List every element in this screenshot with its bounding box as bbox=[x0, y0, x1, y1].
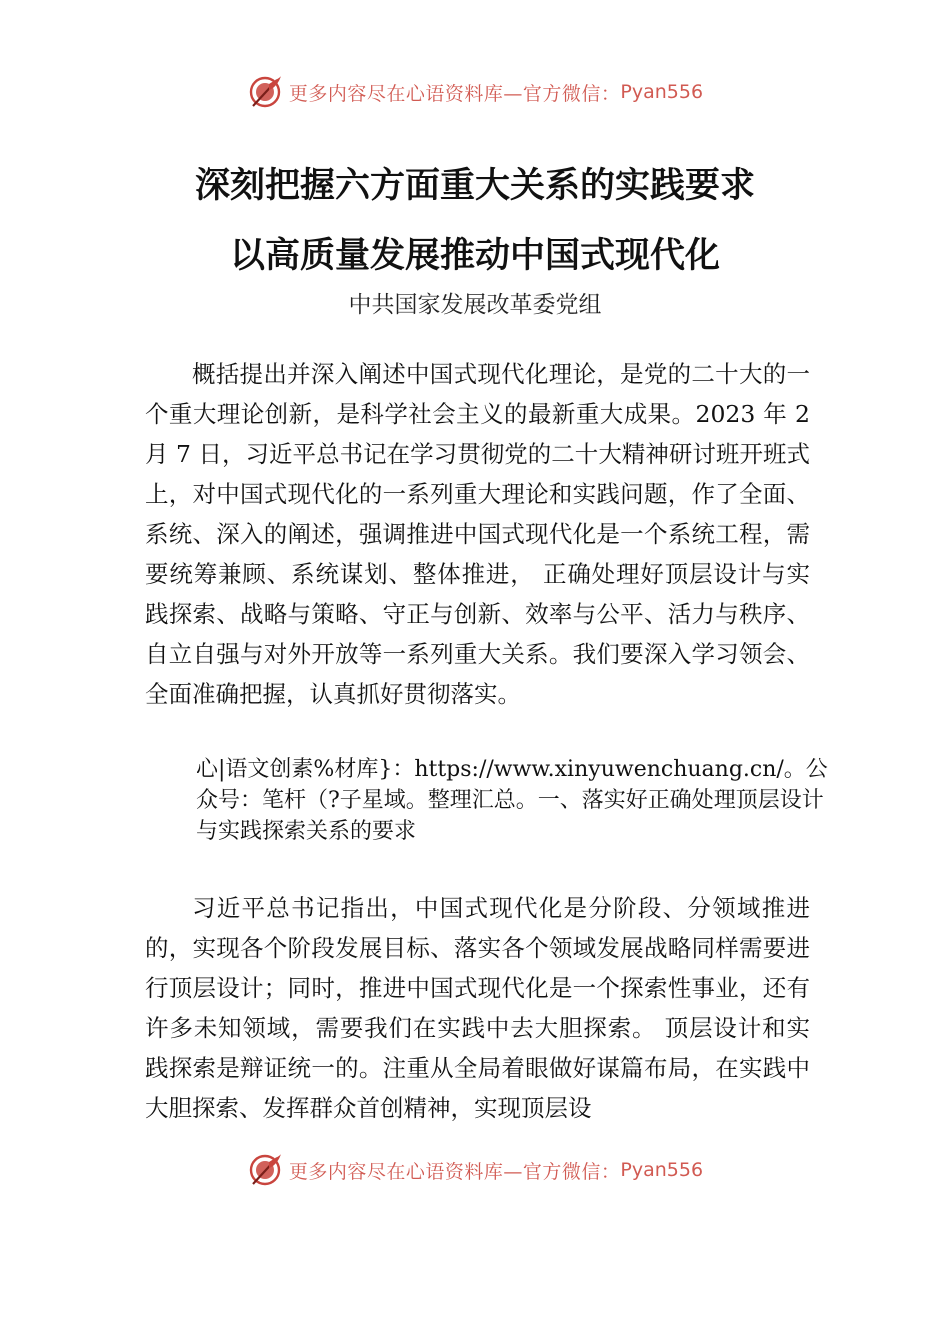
feather-pen-seal-icon bbox=[247, 74, 283, 110]
paragraph-2: 习近平总书记指出，中国式现代化是分阶段、分领域推进的，实现各个阶段发展目标、落实各个领域发展战略同样需要进行顶层设计；同时，推进中国式现代化是一个探索性事业，还有许多未知领域，需要我们在实践中去大胆探索。 顶层设计和实践探索是辩证统一的。注重从全局着眼做好谋篇布局，在实践中大胆探索、发挥群众首创精神，实现顶层设 bbox=[145, 894, 810, 1122]
paragraph-1: 概括提出并深入阐述中国式现代化理论，是党的二十大的一个重大理论创新，是科学社会主义的最新重大成果。2023 年 2 月 7 日，习近平总书记在学习贯彻党的二十大精神研讨班开班式上，对中国式现代化的一系列重大理论和实践问题，作了全面、系统、深入的阐述，强调推进中国式现代化是一个系统工程，需要统筹兼顾、系统谋划、整体推进， 正确处理好顶层设计与实践探索、战略与策略、守正与创新、效率与公平、活力与秩序、自立自强与对外开放等一系列重大关系。我们要深入学习领会、全面准确把握，认真抓好贯彻落实。 bbox=[145, 360, 810, 708]
body-section-2 bbox=[145, 888, 810, 1128]
feather-pen-seal-icon bbox=[247, 1152, 283, 1188]
banner-text: 更多内容尽在心语资料库—官方微信： bbox=[288, 1160, 621, 1183]
document-title-line-1: 深刻把握六方面重大关系的实践要求 bbox=[194, 165, 755, 206]
header-banner bbox=[0, 72, 950, 112]
banner-text: 更多内容尽在心语资料库—官方微信： bbox=[288, 82, 621, 105]
banner-wechat-id: Pyan556 bbox=[620, 1159, 704, 1181]
document-author: 中共国家发展改革委党组 bbox=[348, 292, 602, 318]
body-section-1 bbox=[145, 354, 810, 714]
document-title-line-2: 以高质量发展推动中国式现代化 bbox=[229, 235, 720, 276]
banner-wechat-id: Pyan556 bbox=[620, 81, 704, 103]
footer-banner bbox=[0, 1150, 950, 1190]
source-note: 心|语文创素%材库}：https://www.xinyuwenchuang.cn/。公众号：笔杆（?子星域。整理汇总。一、落实好正确处理顶层设计与实践探索关系的要求 bbox=[196, 757, 828, 844]
